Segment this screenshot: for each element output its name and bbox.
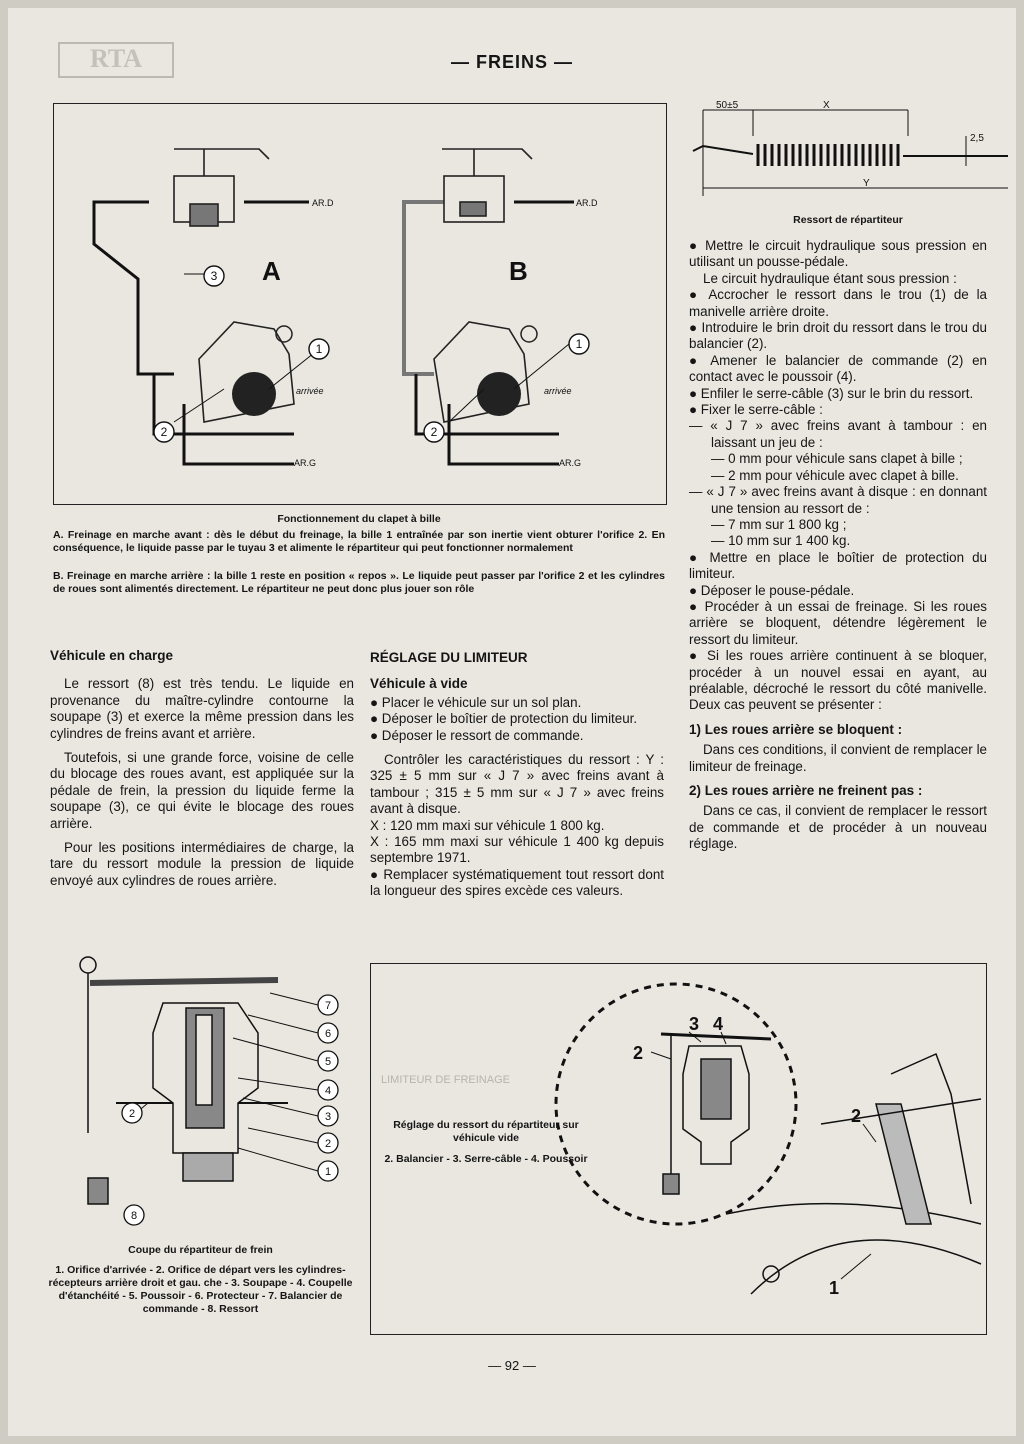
step-thread-clamp: ● Enfiler le serre-câble (3) sur le brin du ressort. (689, 385, 974, 401)
coupe-diagram (48, 953, 353, 1238)
clapet-diagram (54, 104, 666, 504)
label-ard-b: AR.D (576, 198, 598, 208)
step-pressure: ● Mettre le circuit hydraulique sous pression en utilisant un pousse-pédale. (689, 238, 987, 270)
case-disc-1800: — 7 mm sur 1 800 kg ; (711, 516, 847, 532)
label-arrivee-b: arrivée (544, 386, 572, 396)
label-ard-a: AR.D (312, 198, 334, 208)
label-arrivee-a: arrivée (296, 386, 324, 396)
callout-6: 6 (324, 1028, 332, 1040)
figure-caption-b: B. Freinage en marche arrière : la bille 1 reste en position « repos ». Le liquide peut passer par l'orifice 2 et les cylindres de roues sont alimentés directement. Le répartiteur ne peut donc plus jouer son rôle (53, 570, 665, 595)
section-heading-reglage: RÉGLAGE DU LIMITEUR (370, 650, 528, 665)
left-column (50, 648, 354, 889)
page-title: — FREINS — (450, 52, 573, 72)
spring-specs: Contrôler les caractéristiques du ressort : Y : 325 ± 5 mm sur « J 7 » avec freins avant à tambour ; 315 ± 5 mm sur « J 7 » avec freins avant à disque. (370, 752, 664, 817)
case-drum-brakes: — « J 7 » avec freins avant à tambour : en laissant un jeu de : (689, 418, 987, 450)
step-brake-test: ● Procéder à un essai de freinage. Si les roues arrière se bloquent, détendre légèrement le ressort du limiteur. (689, 598, 987, 647)
reglage-diagram (371, 964, 986, 1334)
figure-caption-a: A. Freinage en marche avant : dès le début du freinage, la bille 1 entraînée par son inertie vient obturer l'orifice 2. En conséquence, le liquide passe par le tuyau 3 et alimente le répartiteur qui peut fonctionner normalement (53, 529, 665, 554)
case-2-text: Dans ce cas, il convient de remplacer le ressort de commande et de procéder à un nouveau réglage. (689, 803, 987, 852)
callout-3: 3 (324, 1111, 332, 1123)
dimension-50: 50±5 (716, 100, 739, 111)
step-hook-spring: ● Accrocher le ressort dans le trou (1) de la manivelle arrière droite. (689, 287, 987, 319)
figure-coupe-repartiteur (48, 953, 353, 1238)
callout-1: 1 (324, 1166, 332, 1178)
step-place-vehicle: ● Placer le véhicule sur un sol plan. (370, 694, 582, 710)
case-drum-no-valve: — 0 mm pour véhicule sans clapet à bille ; (711, 451, 963, 467)
document-page (8, 8, 1016, 1436)
diagram-label-b: B (509, 256, 528, 286)
step-refit-box: ● Mettre en place le boîtier de protection du limiteur. (689, 549, 987, 582)
step-insert-spring: ● Introduire le brin droit du ressort dans le trou du balancier (2). (689, 320, 987, 352)
case-1-heading: 1) Les roues arrière se bloquent : (689, 721, 903, 737)
step-remove-box: ● Déposer le boîtier de protection du limiteur. (370, 711, 638, 727)
spring-spec-1800: X : 120 mm maxi sur véhicule 1 800 kg. (370, 817, 605, 833)
dimension-y: Y (863, 178, 870, 189)
reglage-callout-3: 3 (689, 1014, 700, 1034)
right-column (689, 238, 987, 853)
case-drum-with-valve: — 2 mm pour véhicule avec clapet à bille. (711, 467, 959, 483)
spring-diagram (683, 96, 1013, 221)
dimension-2-5: 2,5 (970, 133, 984, 144)
step-replace-spring: ● Remplacer systématiquement tout ressort dont la longueur des spires excède ces valeurs. (370, 866, 664, 899)
reglage-caption-text: 2. Balancier - 3. Serre-câble - 4. Poussoir (384, 1153, 588, 1165)
step-bring-balancier: ● Amener le balancier de commande (2) en contact avec le poussoir (4). (689, 352, 987, 385)
reglage-caption-title: Réglage du ressort du répartiteur sur véhicule vide (393, 1119, 579, 1144)
reglage-callout-2: 2 (633, 1043, 644, 1063)
callout-2-b: 2 (430, 425, 438, 439)
section-heading-charge: Véhicule en charge (50, 648, 174, 663)
publisher-logo: RTA (58, 42, 174, 78)
callout-2-left: 2 (128, 1108, 136, 1120)
callout-8: 8 (130, 1210, 138, 1222)
step-remove-spring: ● Déposer le ressort de commande. (370, 727, 584, 743)
reglage-callout-1: 1 (829, 1278, 840, 1298)
subheading-vide: Véhicule à vide (370, 676, 468, 692)
ressort-caption: Ressort de répartiteur (793, 214, 903, 226)
diagram-label-a: A (262, 256, 281, 286)
step-pressure-note: Le circuit hydraulique étant sous pression : (703, 270, 957, 286)
callout-2: 2 (324, 1138, 332, 1150)
case-2-heading: 2) Les roues arrière ne freinent pas : (689, 783, 923, 798)
case-disc-1400: — 10 mm sur 1 400 kg. (711, 533, 851, 549)
spring-spec-1400: X : 165 mm maxi sur véhicule 1 400 kg depuis septembre 1971. (370, 834, 664, 866)
callout-1-a: 1 (315, 342, 323, 356)
step-remove-pusher: ● Déposer le pouse-pédale. (689, 582, 855, 598)
coupe-caption-text: 1. Orifice d'arrivée - 2. Orifice de départ vers les cylindres-récepteurs arrière droit et gau. che - 3. Soupape - 4. Coupelle d'étanchéité - 5. Poussoir - 6. Protecteur - 7. Balancier de commande - 8. Ressort (48, 1264, 353, 1315)
middle-column (370, 650, 664, 900)
label-arg-a: AR.G (294, 458, 317, 468)
figure-clapet-bille (53, 103, 667, 505)
figure-reglage-ressort: LIMITEUR DE FREINAGE Réglage du ressort du répartiteur sur véhicule vide 2. Balancier - 3. Serre-câble - 4. Poussoir 3 4 2 2 1 (370, 963, 987, 1335)
dimension-x: X (823, 100, 830, 111)
reglage-callout-4: 4 (713, 1014, 724, 1034)
callout-3-a: 3 (210, 269, 218, 283)
paragraph-charge-3: Pour les positions intermédiaires de charge, la tare du ressort module la pression de liquide envoyé aux cylindres de roues arrière. (50, 840, 354, 888)
callout-4: 4 (324, 1085, 332, 1097)
paragraph-charge-2: Toutefois, si une grande force, voisine de celle du blocage des roues avant, est appliquée sur la pédale de frein, la pression du liquide ferme la soupape (3), ce qui évite le blocage des roues arrière. (50, 750, 354, 831)
figure-caption-title: Fonctionnement du clapet à bille (277, 513, 441, 525)
case-disc-brakes: — « J 7 » avec freins avant à disque : en donnant une tension au ressort de : (689, 484, 987, 516)
page-number: — 92 — (488, 1358, 536, 1373)
callout-5: 5 (324, 1056, 332, 1068)
step-retest: ● Si les roues arrière continuent à se bloquer, procéder à un nouvel essai en ayant, au préalable, décroché le ressort du côté manivelle. Deux cas peuvent se présenter : (689, 648, 987, 713)
step-fix-clamp: ● Fixer le serre-câble : (689, 402, 823, 418)
label-arg-b: AR.G (559, 458, 582, 468)
callout-2-a: 2 (160, 425, 168, 439)
coupe-caption-title: Coupe du répartiteur de frein (128, 1244, 273, 1256)
paragraph-charge-1: Le ressort (8) est très tendu. Le liquide en provenance du maître-cylindre contourne la soupape (3) et exerce la même pression dans les cylindres de freins avant et arrière. (50, 676, 354, 741)
figure-ressort (683, 96, 1013, 221)
case-1-text: Dans ces conditions, il convient de remplacer le limiteur de freinage. (689, 742, 987, 774)
callout-7: 7 (324, 1000, 332, 1012)
reglage-callout-2-vehicle: 2 (851, 1106, 862, 1126)
callout-1-b: 1 (575, 337, 583, 351)
